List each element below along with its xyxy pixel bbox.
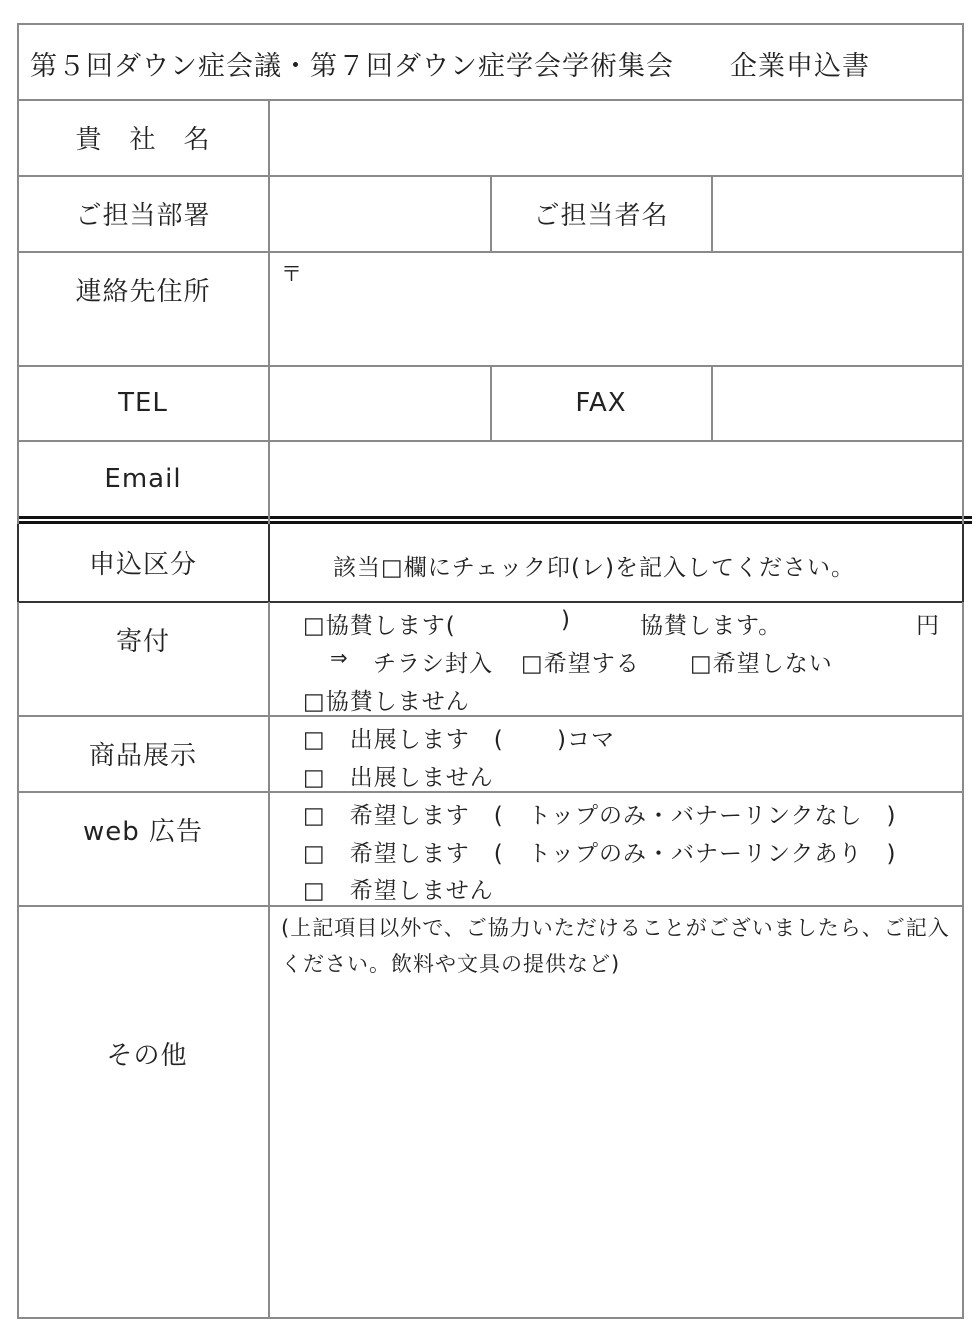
- tel-field[interactable]: [270, 366, 490, 440]
- flyer-yes-option[interactable]: □希望する: [521, 651, 640, 677]
- department-field[interactable]: [270, 176, 490, 251]
- border-bottom: [17, 1317, 964, 1319]
- label-category: 申込区分: [88, 550, 197, 580]
- border-top: [17, 23, 964, 25]
- other-note-line1: (上記項目以外で、ご協力いただけることがございましたら、ご記入: [281, 916, 950, 940]
- other-field[interactable]: [270, 985, 962, 1315]
- donation-sponsor-note: 協賛します。: [640, 613, 783, 639]
- fax-field[interactable]: [713, 366, 962, 440]
- web-ad-no-link-option[interactable]: □ 希望します ( トップのみ・バナーリンクなし ): [303, 803, 897, 829]
- donation-paren-close: ): [561, 607, 571, 633]
- label-web-ad: web 広告: [82, 817, 204, 847]
- label-email: Email: [104, 463, 182, 494]
- other-note-line2: ください。飲料や文具の提供など): [281, 952, 621, 976]
- arrow-icon: ⇒: [330, 646, 349, 670]
- web-ad-with-link-option[interactable]: □ 希望します ( トップのみ・バナーリンクあり ): [303, 841, 897, 867]
- contact-person-field[interactable]: [713, 176, 962, 251]
- email-field[interactable]: [270, 441, 962, 516]
- label-contact-person: ご担当者名: [533, 201, 669, 231]
- border-right-dark: [962, 524, 964, 602]
- border-right: [962, 23, 964, 1318]
- label-exhibit: 商品展示: [88, 741, 197, 771]
- exhibit-yes-option[interactable]: □ 出展します (: [303, 727, 504, 753]
- donation-sponsor-option[interactable]: □協賛します(: [303, 613, 456, 639]
- label-donation: 寄付: [115, 627, 170, 657]
- exhibit-no-option[interactable]: □ 出展しません: [303, 765, 494, 791]
- web-ad-decline-option[interactable]: □ 希望しません: [303, 878, 494, 904]
- flyer-label: チラシ封入: [373, 651, 493, 677]
- label-column-divider-dark: [268, 524, 270, 602]
- section-divider-thick: [17, 516, 972, 519]
- donation-decline-option[interactable]: □協賛しません: [303, 689, 470, 715]
- postal-mark: 〒: [281, 262, 303, 286]
- label-department: ご担当部署: [75, 201, 211, 231]
- address-field[interactable]: [270, 252, 962, 365]
- category-instruction: 該当□欄にチェック印(レ)を記入してください。: [333, 555, 855, 581]
- donation-yen: 円: [916, 613, 940, 639]
- label-company-name: 貴 社 名: [75, 125, 211, 155]
- row-divider: [17, 905, 964, 907]
- flyer-no-option[interactable]: □希望しない: [690, 651, 833, 677]
- exhibit-booth-count: )コマ: [557, 727, 615, 753]
- label-other: その他: [106, 1041, 188, 1071]
- company-name-field[interactable]: [270, 100, 962, 175]
- form-title: 第５回ダウン症会議・第７回ダウン症学会学術集会 企業申込書: [30, 51, 870, 82]
- label-address: 連絡先住所: [75, 277, 211, 307]
- label-tel: TEL: [118, 388, 168, 418]
- label-fax: FAX: [575, 388, 627, 418]
